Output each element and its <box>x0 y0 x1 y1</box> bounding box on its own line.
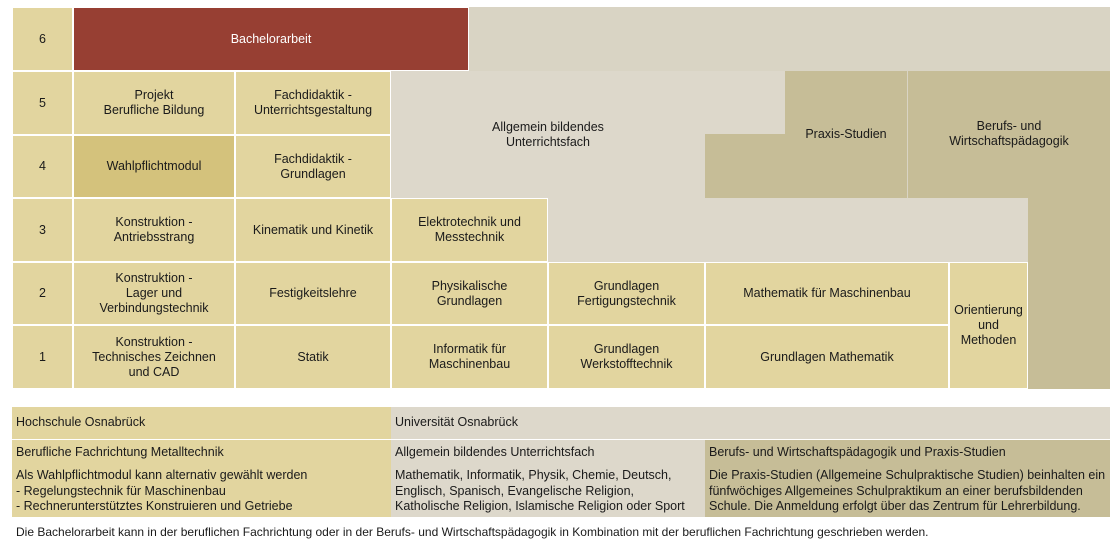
footnote: Die Bachelorarbeit kann in der beruflichen Fachrichtung oder in der Berufs- und Wirtschaftspädagogik in Kombination mit der beruflichen Fachrichtung geschrieben werden. <box>16 525 929 539</box>
study-plan-grid <box>12 7 1110 389</box>
module-bachelorarbeit: Bachelorarbeit <box>73 7 469 71</box>
legend-fach-title: Allgemein bildendes Unterrichtsfach <box>391 440 705 466</box>
legend <box>12 407 1110 517</box>
legend-metall-title: Berufliche Fachrichtung Metalltechnik <box>12 440 391 466</box>
legend-hs-osnabrueck: Hochschule Osnabrück <box>12 407 391 439</box>
module-physik: Physikalische Grundlagen <box>391 262 548 325</box>
module-antriebsstrang: Konstruktion - Antriebsstrang <box>73 198 235 262</box>
semester-1: 1 <box>12 325 73 389</box>
module-grundlagen-mathe: Grundlagen Mathematik <box>705 325 949 389</box>
semester-5: 5 <box>12 71 73 135</box>
module-mathe-maschinenbau: Mathematik für Maschinenbau <box>705 262 949 325</box>
semester-3: 3 <box>12 198 73 262</box>
legend-fach-body: Mathematik, Informatik, Physik, Chemie, Deutsch, Englisch, Spanisch, Evangelische Religion, Katholische Religion, Islamische Religion oder Sport <box>391 466 705 517</box>
legend-metall-body: Als Wahlpflichtmodul kann alternativ gewählt werden - Regelungstechnik für Maschinenbau - Rechnerunterstütztes Konstruieren und Getriebe <box>12 466 391 517</box>
module-wahlpflicht: Wahlpflichtmodul <box>73 135 235 198</box>
module-festigkeitslehre: Festigkeitslehre <box>235 262 391 325</box>
module-statik: Statik <box>235 325 391 389</box>
semester-6: 6 <box>12 7 73 71</box>
module-informatik: Informatik für Maschinenbau <box>391 325 548 389</box>
module-praxis-studien: Praxis-Studien <box>785 71 907 198</box>
module-unterrichtsfach: Allgemein bildendes Unterrichtsfach <box>391 71 705 198</box>
semester-2: 2 <box>12 262 73 325</box>
module-kinematik: Kinematik und Kinetik <box>235 198 391 262</box>
unterrichtsfach-extension-lower <box>548 198 1028 262</box>
unterrichtsfach-extension <box>705 71 785 134</box>
bwp-extension <box>1028 198 1110 389</box>
module-werkstoff: Grundlagen Werkstofftechnik <box>548 325 705 389</box>
module-projekt: Projekt Berufliche Bildung <box>73 71 235 135</box>
legend-uni-osnabrueck: Universität Osnabrück <box>391 407 1110 439</box>
module-lager: Konstruktion - Lager und Verbindungstechnik <box>73 262 235 325</box>
module-orientierung: Orientierung und Methoden <box>949 262 1028 389</box>
module-bwp: Berufs- und Wirtschaftspädagogik <box>908 71 1110 198</box>
module-elektrotechnik: Elektrotechnik und Messtechnik <box>391 198 548 262</box>
module-fachdidaktik-unterricht: Fachdidaktik - Unterrichtsgestaltung <box>235 71 391 135</box>
module-zeichnen: Konstruktion - Technisches Zeichnen und CAD <box>73 325 235 389</box>
module-fertigung: Grundlagen Fertigungstechnik <box>548 262 705 325</box>
module-fachdidaktik-grundlagen: Fachdidaktik - Grundlagen <box>235 135 391 198</box>
legend-bwp-title: Berufs- und Wirtschaftspädagogik und Praxis-Studien <box>705 440 1110 466</box>
legend-bwp-body: Die Praxis-Studien (Allgemeine Schulpraktische Studien) beinhalten ein fünfwöchiges Allgemeines Schulpraktikum an einer berufsbildenden Schule. Die Anmeldung erfolgt über das Zentrum für Lehrerbildung. <box>705 466 1110 517</box>
semester-4: 4 <box>12 135 73 198</box>
praxis-studien-extension <box>705 134 785 198</box>
